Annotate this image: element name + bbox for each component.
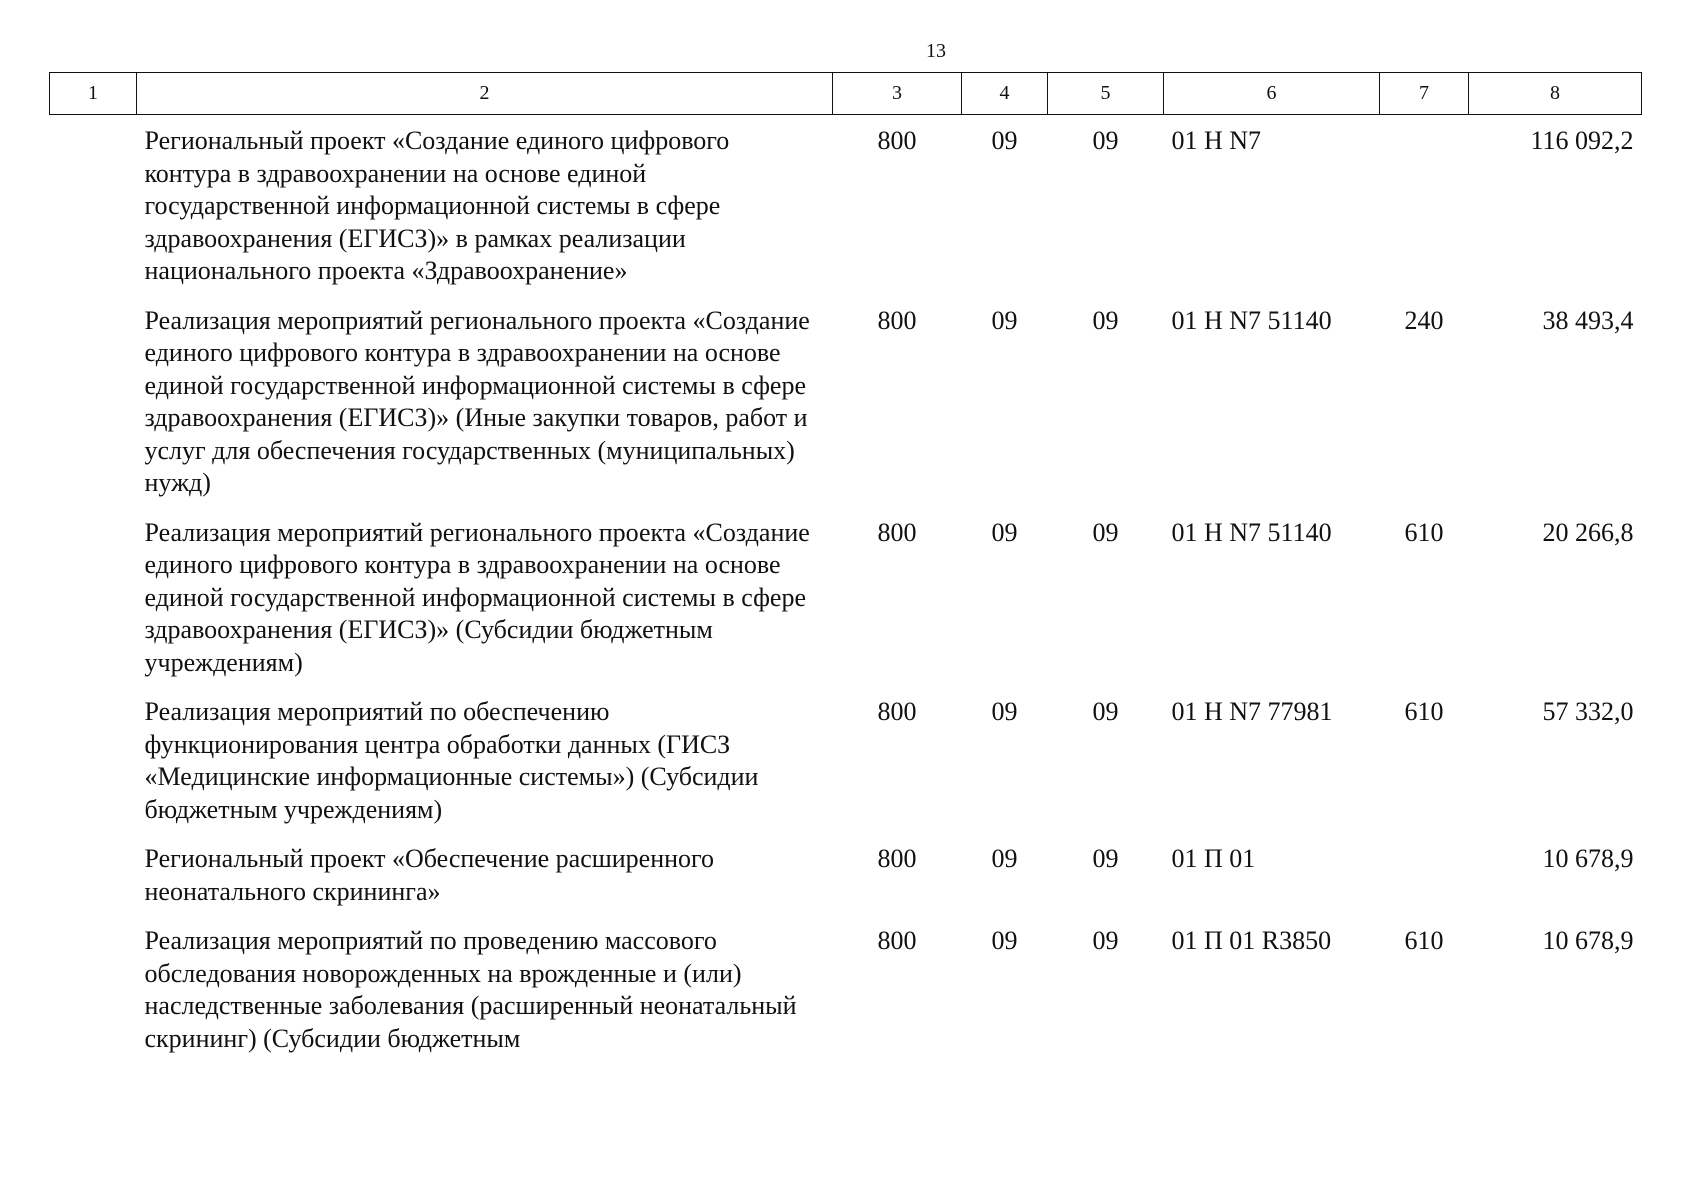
section-code-cell: 09 — [991, 517, 1018, 547]
section-code-cell: 09 — [991, 844, 1018, 873]
item-name-cell: Реализация мероприятий регионального проекта «Создание единого цифрового контура в здравоохранении на основе единой государственной информационной системы в сфере здравоохранения (ЕГИСЗ)» (Иные закупки товаров, работ и услуг для обеспечения государственных (муниципальных) нужд) — [144, 305, 810, 497]
subsection-code-cell: 09 — [1092, 697, 1119, 726]
amount-cell: 10 678,9 — [1542, 844, 1634, 873]
column-header: 3 — [833, 73, 962, 115]
column-header: 8 — [1469, 73, 1642, 115]
table-row — [50, 915, 1642, 1062]
grbs-code-cell: 800 — [877, 305, 917, 335]
target-article-cell: 01 Н N7 77981 — [1171, 697, 1333, 726]
table-row — [50, 833, 1642, 915]
target-article-cell: 01 Н N7 51140 — [1171, 305, 1332, 335]
subsection-code-cell: 09 — [1092, 305, 1119, 335]
amount-cell: 57 332,0 — [1542, 697, 1634, 726]
section-code-cell: 09 — [991, 926, 1018, 955]
section-code-cell: 09 — [991, 126, 1018, 155]
expense-type-cell: 610 — [1404, 517, 1444, 547]
table-row — [50, 115, 1642, 295]
item-name-cell: Региональный проект «Обеспечение расширенного неонатального скрининга» — [144, 844, 715, 906]
target-article-cell: 01 П 01 — [1171, 844, 1256, 873]
row-index-cell — [50, 833, 137, 915]
row-index-cell — [50, 295, 137, 507]
column-number-header-row — [50, 73, 1642, 115]
expense-type-cell: 610 — [1404, 697, 1444, 726]
section-code-cell: 09 — [991, 305, 1018, 335]
table-row — [50, 507, 1642, 687]
column-header: 6 — [1164, 73, 1380, 115]
subsection-code-cell: 09 — [1092, 517, 1119, 547]
item-name-cell: Реализация мероприятий регионального проекта «Создание единого цифрового контура в здравоохранении на основе единой государственной информационной системы в сфере здравоохранения (ЕГИСЗ)» (Субсидии бюджетным учреждениям) — [144, 517, 810, 677]
grbs-code-cell: 800 — [877, 844, 917, 873]
item-name-cell: Региональный проект «Создание единого цифрового контура в здравоохранении на основе единой государственной информационной системы в сфере здравоохранения (ЕГИСЗ)» в рамках реализации национального проекта «Здравоохранение» — [144, 126, 730, 285]
amount-cell: 20 266,8 — [1542, 517, 1634, 547]
expense-type-cell: 240 — [1404, 305, 1444, 335]
table-row — [50, 686, 1642, 833]
row-index-cell — [50, 915, 137, 1062]
expense-type-cell — [1380, 115, 1469, 295]
target-article-cell: 01 П 01 R3850 — [1171, 926, 1332, 955]
amount-cell: 10 678,9 — [1542, 926, 1634, 955]
row-index-cell — [50, 115, 137, 295]
grbs-code-cell: 800 — [877, 926, 917, 955]
subsection-code-cell: 09 — [1092, 926, 1119, 955]
column-header: 2 — [137, 73, 833, 115]
grbs-code-cell: 800 — [877, 126, 917, 155]
subsection-code-cell: 09 — [1092, 844, 1119, 873]
target-article-cell: 01 Н N7 — [1171, 126, 1262, 155]
table-row — [50, 295, 1642, 507]
amount-cell: 38 493,4 — [1542, 305, 1634, 335]
grbs-code-cell: 800 — [877, 517, 917, 547]
amount-cell: 116 092,2 — [1530, 126, 1634, 155]
expense-type-cell: 610 — [1404, 926, 1444, 955]
budget-table — [49, 72, 1642, 1062]
item-name-cell: Реализация мероприятий по обеспечению функционирования центра обработки данных (ГИСЗ «Медицинские информационные системы») (Субсидии бюджетным учреждениям) — [144, 697, 759, 824]
column-header: 4 — [962, 73, 1048, 115]
item-name-cell: Реализация мероприятий по проведению массового обследования новорожденных на врожденные и (или) наследственные заболевания (расширенный неонатальный скрининг) (Субсидии бюджетным — [144, 926, 797, 1053]
grbs-code-cell: 800 — [877, 697, 917, 726]
subsection-code-cell: 09 — [1092, 126, 1119, 155]
row-index-cell — [50, 686, 137, 833]
column-header: 1 — [50, 73, 137, 115]
column-header: 7 — [1380, 73, 1469, 115]
column-header: 5 — [1048, 73, 1164, 115]
target-article-cell: 01 Н N7 51140 — [1171, 517, 1332, 547]
expense-type-cell — [1380, 833, 1469, 915]
page-number: 13 — [926, 40, 946, 62]
section-code-cell: 09 — [991, 697, 1018, 726]
row-index-cell — [50, 507, 137, 687]
